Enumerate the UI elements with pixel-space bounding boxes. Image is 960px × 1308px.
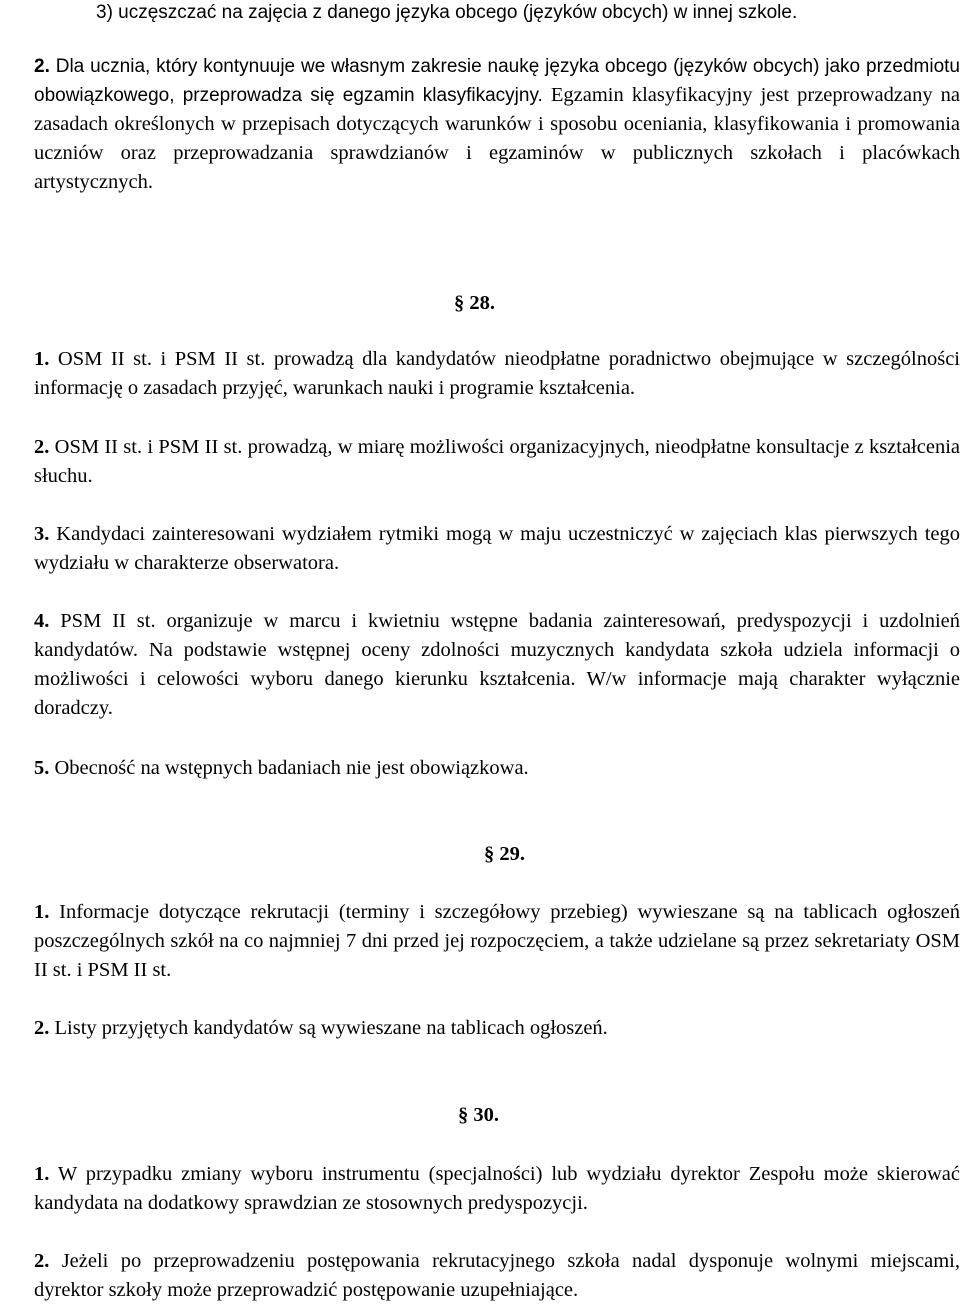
list-item-3: 3) uczęszczać na zajęcia z danego języka obcego (języków obcych) w innej szkole. xyxy=(96,2,798,23)
section-heading-29: § 29. xyxy=(484,843,525,865)
paragraph-text: Informacje dotyczące rekrutacji (terminy i szczegółowy przebieg) wywieszane są na tablicach ogłoszeń poszczególnych szkół na co najmniej 7 dni przed jej rozpoczęciem, a także udzielane są przez sekretariaty OSM II st. i PSM II st. xyxy=(34,901,960,981)
section-heading-28: § 28. xyxy=(454,292,495,314)
paragraph-text: PSM II st. organizuje w marcu i kwietniu wstępne badania zainteresowań, predyspozycji i uzdolnień kandydatów. Na podstawie wstępnej oceny zdolności muzycznych kandydata szkoła udziela informacji o możliwości i celowości wyboru danego kierunku kształcenia. W/w informacje mają charakter wyłącznie doradczy. xyxy=(34,610,960,719)
section-28-paragraph-3 xyxy=(34,520,960,578)
paragraph-text: W przypadku zmiany wyboru instrumentu (specjalności) lub wydziału dyrektor Zespołu może skierować kandydata na dodatkowy sprawdzian ze stosownych predyspozycji. xyxy=(34,1163,960,1214)
section-28-paragraph-2 xyxy=(34,433,960,491)
paragraph-number: 2. xyxy=(34,1250,50,1272)
paragraph-number: 2. xyxy=(34,56,50,77)
paragraph-text: Kandydaci zainteresowani wydziałem rytmiki mogą w maju uczestniczyć w zajęciach klas pierwszych tego wydziału w charakterze obserwatora. xyxy=(34,523,960,574)
paragraph-text: Listy przyjętych kandydatów są wywieszane na tablicach ogłoszeń. xyxy=(49,1017,608,1039)
paragraph-2 xyxy=(34,52,960,197)
paragraph-text: Jeżeli po przeprowadzeniu postępowania rekrutacyjnego szkoła nadal dysponuje wolnymi miejscami, dyrektor szkoły może przeprowadzić postępowanie uzupełniające. xyxy=(34,1250,960,1301)
section-30-paragraph-1 xyxy=(34,1160,960,1218)
paragraph-text: Obecność na wstępnych badaniach nie jest obowiązkowa. xyxy=(49,757,529,779)
paragraph-text-sans: Dla ucznia, który kontynuuje we własnym zakresie naukę języka obcego (języków obcych) jako przedmiotu obowiązkowego, przeprowadza się egzamin klasyfikacyjny. xyxy=(34,56,960,106)
paragraph-number: 2. xyxy=(34,436,50,458)
paragraph-text: OSM II st. i PSM II st. prowadzą dla kandydatów nieodpłatne poradnictwo obejmujące w szczególności informację o zasadach przyjęć, warunkach nauki i programie kształcenia. xyxy=(34,348,960,399)
paragraph-number: 1. xyxy=(34,901,50,923)
paragraph-number: 4. xyxy=(34,610,50,632)
section-30-paragraph-2 xyxy=(34,1247,960,1305)
section-28-paragraph-5 xyxy=(34,754,960,783)
paragraph-number: 3. xyxy=(34,523,50,545)
paragraph-text-serif: Egzamin klasyfikacyjny jest przeprowadzany na zasadach określonych w przepisach dotyczących warunków i sposobu oceniania, klasyfikowania i promowania uczniów oraz przeprowadzania sprawdzianów i egzaminów w publicznych szkołach i placówkach artystycznych. xyxy=(34,84,960,193)
section-28-paragraph-4 xyxy=(34,607,960,723)
section-heading-30: § 30. xyxy=(458,1104,499,1126)
section-29-paragraph-1 xyxy=(34,898,960,985)
paragraph-number: 1. xyxy=(34,348,50,370)
paragraph-number: 5. xyxy=(34,757,50,779)
paragraph-number: 1. xyxy=(34,1163,50,1185)
paragraph-number: 2. xyxy=(34,1017,50,1039)
paragraph-text: OSM II st. i PSM II st. prowadzą, w miarę możliwości organizacyjnych, nieodpłatne konsultacje z kształcenia słuchu. xyxy=(34,436,960,487)
section-29-paragraph-2 xyxy=(34,1014,960,1043)
section-28-paragraph-1 xyxy=(34,345,960,403)
